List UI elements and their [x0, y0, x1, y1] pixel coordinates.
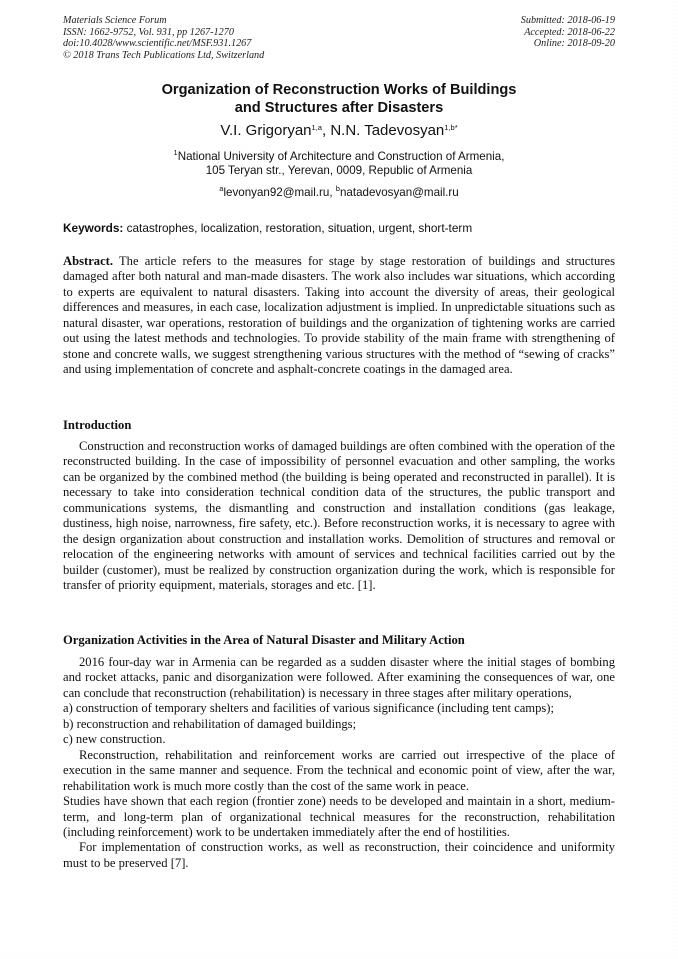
email-a: levonyan92@mail.ru: [223, 186, 330, 199]
author-1: V.I. Grigoryan: [220, 122, 312, 139]
title-line-2: and Structures after Disasters: [234, 100, 444, 116]
section-heading-organization-activities: Organization Activities in the Area of Natural Disaster and Military Action: [63, 633, 465, 647]
abstract-label: Abstract.: [63, 254, 114, 268]
paper-title: [0, 81, 678, 117]
section-heading-introduction: Introduction: [63, 418, 132, 432]
list-item: a) construction of temporary shelters and facilities of various significance (including tent camps);: [63, 701, 554, 716]
author-1-affil-mark: 1,a: [311, 123, 322, 132]
author-separator: ,: [321, 122, 331, 139]
submitted-date: Submitted: 2018-06-19: [520, 15, 615, 26]
online-date: Online: 2018-09-20: [533, 38, 615, 50]
author-emails: [0, 186, 678, 200]
email-a-mark: a: [219, 184, 224, 193]
journal-issn: ISSN: 1662-9752, Vol. 931, pp 1267-1270: [63, 26, 234, 38]
paragraph: Reconstruction, rehabilitation and reinforcement works are carried out irrespective of the place of execution in the same manner and sequence. From the technical and economic point of view, after the war, rehabilitation work is much more costly than the cost of the same work in peace.: [63, 747, 615, 793]
abstract: [63, 254, 615, 378]
paragraph: Studies have shown that each region (frontier zone) needs to be developed and maintain in a short, medium-term, and long-term plan of organizational technical measures for the reconstruction, rehabilitation (including reinforcement) work to be undertaken immediately after the end of hostilities.: [63, 794, 615, 839]
author-2-affil-mark: 1,b*: [444, 123, 458, 132]
affiliation-line-1: National University of Architecture and Construction of Armenia,: [177, 150, 505, 163]
paragraph: Construction and reconstruction works of damaged buildings are often combined with the operation of the reconstructed building. In the case of impossibility of personnel evacuation and other sampling, the works can be organized by the combined method (the building is being operated and reconstructed in parallel). It is necessary to take into consideration technical condition data of the structures, the public transport and communications systems, the dismantling and construction and installation conditions (gas leakage, dustiness, high noise, narrowness, fire safety, etc.). Before reconstruction works, it is necessary to agree with the design organization about construction and installation works. Demolition of structures and removal or relocation of the engineering networks with amount of services and technical facilities carried out by the builder (customer), must be realized by construction organization during the work, which is responsible for transfer of priority equipment, materials, storages and etc. [1].: [63, 439, 615, 593]
affiliation-mark: 1: [173, 148, 178, 157]
list-item: b) reconstruction and rehabilitation of damaged buildings;: [63, 716, 357, 731]
paragraph: 2016 four-day war in Armenia can be regarded as a sudden disaster where the initial stages of bombing and rocket attacks, panic and disorganization were followed. After examining the consequences of war, one can conclude that reconstruction (rehabilitation) is necessary in three stages after military operations,: [63, 655, 615, 700]
introduction-body: [63, 439, 615, 594]
list-item: c) new construction.: [63, 732, 166, 747]
author-list: [0, 121, 678, 140]
paragraph: For implementation of construction works, as well as reconstruction, their coincidence and uniformity must to be preserved [7].: [63, 840, 615, 870]
publication-dates: [521, 15, 615, 50]
abstract-text: The article refers to the measures for stage by stage restoration of buildings and structures damaged after both natural and man-made disasters. The work also includes war situations, which according to experts are equivalent to natural disasters. Taking into account the diversity of areas, their geological differences and measures, in each case, localization adjustment is implied. In unpredictable situations such as natural disaster, war operations, restoration of buildings and the organization of tightening works are carried out using the latest methods and technologies. To provide stability of the main frame with strengthening of stone and concrete walls, we suggest strengthening various structures with the method of “sewing of cracks” and using implementation of concrete and asphalt-concrete coatings in the damaged area.: [63, 254, 615, 377]
keywords-label: Keywords:: [63, 221, 124, 235]
affiliation: [0, 150, 678, 178]
organization-activities-body: [63, 655, 615, 871]
accepted-date: Accepted: 2018-06-22: [524, 26, 615, 38]
email-b: natadevosyan@mail.ru: [339, 186, 459, 199]
author-2: N.N. Tadevosyan: [330, 122, 445, 139]
keywords-text: catastrophes, localization, restoration, situation, urgent, short-term: [123, 221, 473, 235]
email-b-mark: b: [335, 184, 340, 193]
email-separator: ,: [329, 186, 336, 199]
affiliation-line-2: 105 Teryan str., Yerevan, 0009, Republic of Armenia: [205, 164, 473, 177]
keywords: [63, 221, 615, 235]
journal-copyright: © 2018 Trans Tech Publications Ltd, Switzerland: [63, 49, 265, 61]
title-line-1: Organization of Reconstruction Works of Buildings: [161, 82, 517, 98]
journal-doi: doi:10.4028/www.scientific.net/MSF.931.1267: [63, 38, 252, 50]
journal-name: Materials Science Forum: [63, 15, 167, 26]
journal-info: [63, 15, 264, 61]
